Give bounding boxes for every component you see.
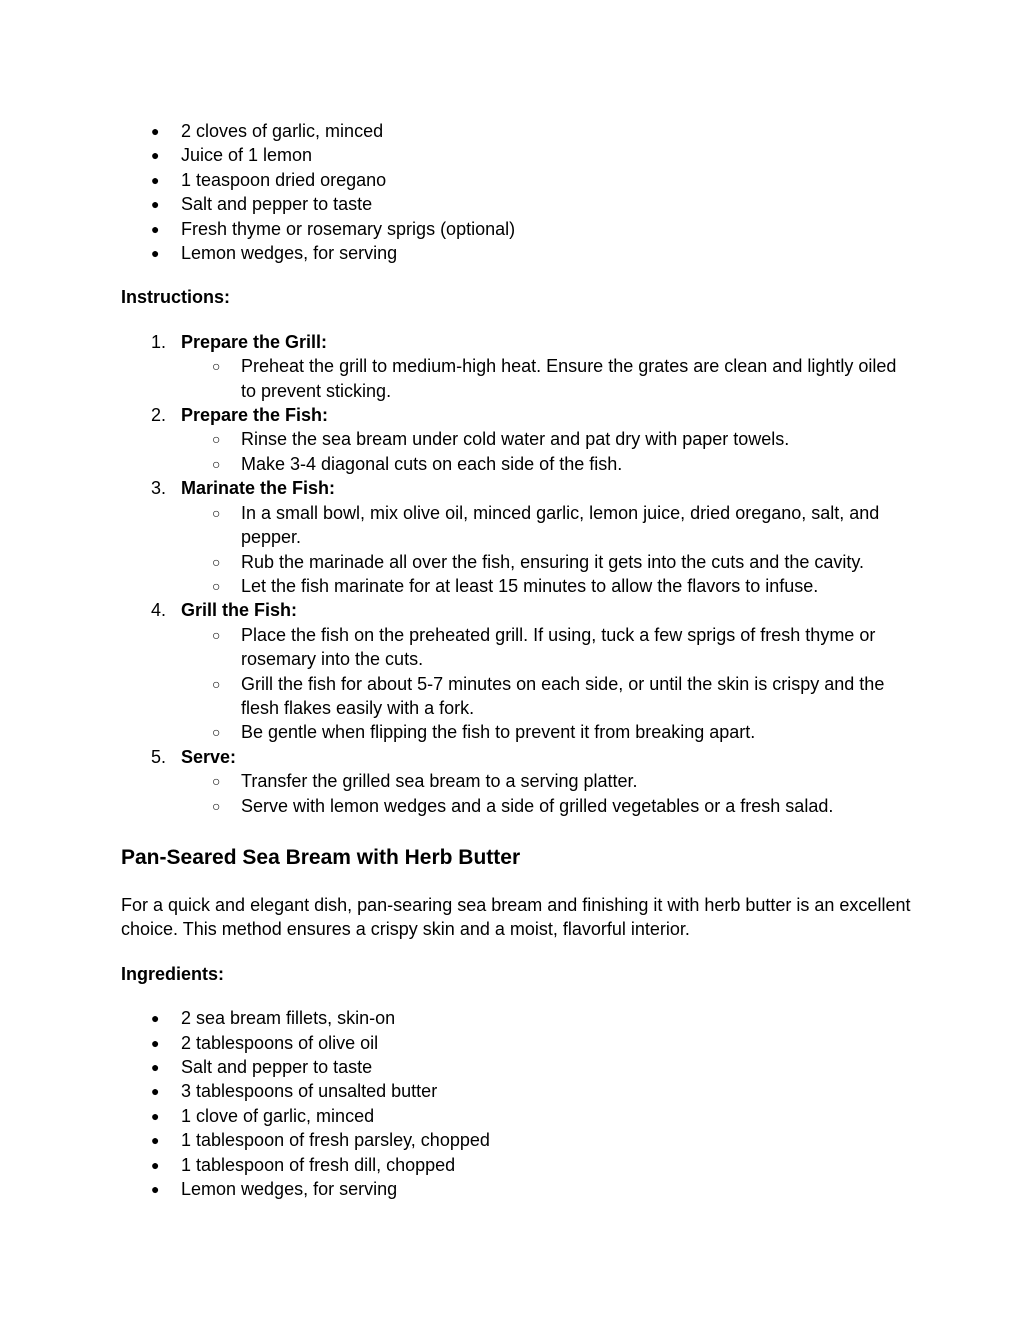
bullet-icon: ● xyxy=(151,1059,160,1075)
sub-list-item: ○ Place the fish on the preheated grill. If using, tuck a few sprigs of fresh thyme or rosemary into the cuts. xyxy=(212,624,876,670)
bullet-icon: ● xyxy=(151,1083,160,1100)
bullet-icon: ● xyxy=(151,1034,160,1051)
bullet-icon: ● xyxy=(151,147,160,164)
list-item: ● 1 teaspoon dried oregano xyxy=(121,168,911,192)
step-number: 4. xyxy=(151,600,167,621)
sub-list-item: ○ Rub the marinade all over the fish, ensuring it gets into the cuts and the cavity. xyxy=(181,550,911,574)
sub-list-item: ○ Be gentle when flipping the fish to prevent it from breaking apart. xyxy=(181,720,911,744)
circle-bullet-icon: ○ xyxy=(212,577,221,594)
sub-list-item: ○ In a small bowl, mix olive oil, minced garlic, lemon juice, dried oregano, salt, and pepper. xyxy=(212,502,880,548)
step-title: Prepare the Grill: xyxy=(181,331,328,352)
section-intro: For a quick and elegant dish, pan-searing sea bream and finishing it with herb butter is an excellent choice. This method ensures a crispy skin and a moist, flavorful interior. xyxy=(121,894,911,940)
step-item xyxy=(121,598,911,744)
list-item: ● Salt and pepper to taste xyxy=(121,1055,911,1079)
step-sub-list xyxy=(181,354,911,403)
list-item: ● Lemon wedges, for serving xyxy=(121,1177,911,1201)
sub-list-item: ○ Serve with lemon wedges and a side of grilled vegetables or a fresh salad. xyxy=(181,794,911,818)
step-item xyxy=(121,403,911,476)
circle-bullet-icon: ○ xyxy=(212,675,221,692)
bullet-icon: ● xyxy=(151,245,160,262)
list-item: ● 3 tablespoons of unsalted butter xyxy=(121,1079,911,1103)
bullet-icon: ● xyxy=(151,196,160,213)
ingredient-list-pan-seared xyxy=(121,1006,911,1201)
circle-bullet-icon: ○ xyxy=(212,553,221,570)
list-item: ● 1 clove of garlic, minced xyxy=(121,1104,911,1128)
list-item: ● 1 tablespoon of fresh dill, chopped xyxy=(121,1153,911,1177)
list-item: ● Fresh thyme or rosemary sprigs (optional) xyxy=(121,217,911,241)
sub-list-item: ○ Preheat the grill to medium-high heat. Ensure the grates are clean and lightly oiled to prevent sticking. xyxy=(212,356,897,401)
bullet-icon: ● xyxy=(151,1132,160,1149)
instructions-label: Instructions: xyxy=(121,287,231,308)
list-item: ● Juice of 1 lemon xyxy=(121,143,911,167)
step-item xyxy=(121,745,911,818)
circle-bullet-icon: ○ xyxy=(212,724,221,741)
list-item: ● Salt and pepper to taste xyxy=(121,192,911,216)
circle-bullet-icon: ○ xyxy=(212,626,221,643)
list-item: ● 2 sea bream fillets, skin-on xyxy=(121,1006,911,1030)
step-sub-list xyxy=(181,427,911,476)
step-number: 2. xyxy=(151,405,167,426)
step-sub-list xyxy=(181,769,911,818)
ingredients-label: Ingredients: xyxy=(121,963,225,984)
bullet-icon: ● xyxy=(151,1010,160,1027)
section-heading: Pan-Seared Sea Bream with Herb Butter xyxy=(121,845,521,869)
circle-bullet-icon: ○ xyxy=(212,773,221,790)
step-title: Grill the Fish: xyxy=(181,600,298,621)
circle-bullet-icon: ○ xyxy=(212,504,221,521)
circle-bullet-icon: ○ xyxy=(212,797,221,814)
list-item: ● 1 tablespoon of fresh parsley, chopped xyxy=(121,1128,911,1152)
step-item xyxy=(121,330,911,403)
bullet-icon: ● xyxy=(151,123,160,139)
circle-bullet-icon: ○ xyxy=(212,358,221,375)
sub-list-item: ○ Rinse the sea bream under cold water and pat dry with paper towels. xyxy=(181,427,911,451)
step-title: Serve: xyxy=(181,746,237,767)
list-item: ● Lemon wedges, for serving xyxy=(121,241,911,265)
step-title: Prepare the Fish: xyxy=(181,405,329,426)
sub-list-item: ○ Grill the fish for about 5-7 minutes on each side, or until the skin is crispy and the flesh flakes easily with a fork. xyxy=(212,673,885,718)
sub-list-item: ○ Transfer the grilled sea bream to a serving platter. xyxy=(181,769,911,793)
bullet-icon: ● xyxy=(151,220,160,237)
list-item: ● 2 cloves of garlic, minced xyxy=(121,119,911,143)
bullet-icon: ● xyxy=(151,1107,160,1124)
bullet-icon: ● xyxy=(151,171,160,188)
circle-bullet-icon: ○ xyxy=(212,431,221,448)
sub-list-item: ○ Let the fish marinate for at least 15 minutes to allow the flavors to infuse. xyxy=(181,574,911,598)
step-number: 1. xyxy=(151,331,167,352)
step-number: 5. xyxy=(151,746,167,767)
bullet-icon: ● xyxy=(151,1156,160,1173)
step-number: 3. xyxy=(151,478,167,499)
sub-list-item: ○ Make 3-4 diagonal cuts on each side of the fish. xyxy=(181,452,911,476)
step-sub-list xyxy=(181,623,911,745)
step-sub-list xyxy=(181,501,911,599)
step-title: Marinate the Fish: xyxy=(181,478,336,499)
step-item xyxy=(121,476,911,598)
ingredient-list-top xyxy=(121,119,911,265)
instructions-list xyxy=(121,330,911,818)
document-content xyxy=(121,119,911,1201)
list-item: ● 2 tablespoons of olive oil xyxy=(121,1031,911,1055)
bullet-icon: ● xyxy=(151,1181,160,1198)
circle-bullet-icon: ○ xyxy=(212,455,221,472)
